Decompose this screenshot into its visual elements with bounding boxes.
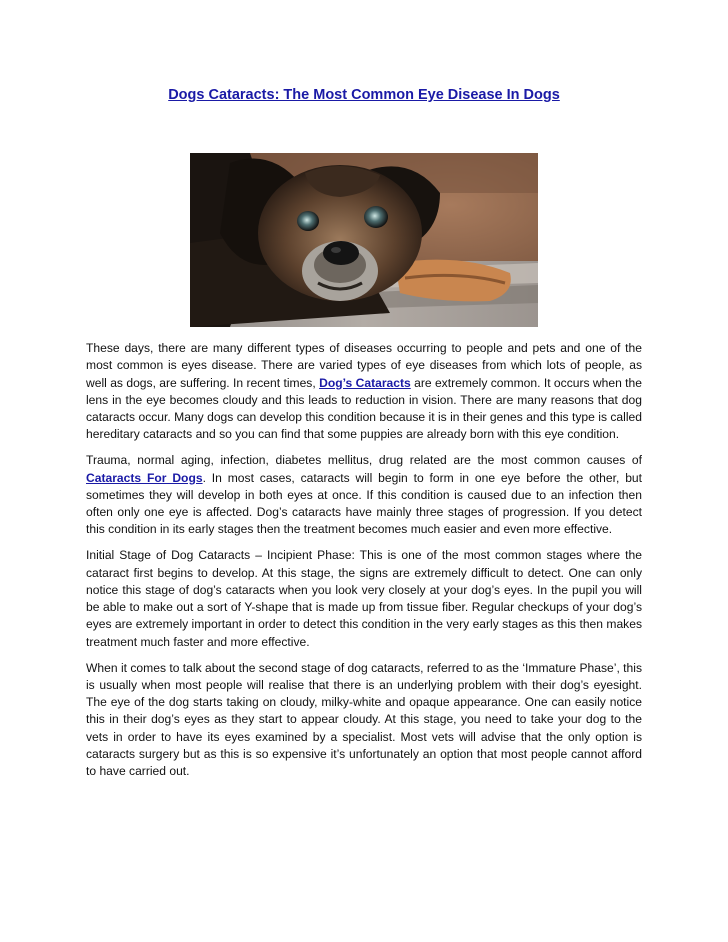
paragraph-1 — [86, 340, 642, 444]
dogs-cataracts-link[interactable]: Dog’s Cataracts — [319, 375, 411, 390]
paragraph-2-text-a: Trauma, normal aging, infection, diabetes mellitus, drug related are the most common causes of — [86, 453, 642, 468]
page-title — [0, 87, 728, 103]
title-link[interactable]: Dogs Cataracts: The Most Common Eye Disease In Dogs — [168, 87, 560, 103]
paragraph-1-text-a: These days, there are many different types of diseases occurring to people and pets and one of the most common is eyes disease. There are varied types of eye diseases from which lots of people, as well as dogs, are suffering. In recent times, — [86, 341, 642, 390]
dog-photo — [190, 153, 538, 327]
dog-photo-icon — [190, 153, 538, 327]
paragraph-4: When it comes to talk about the second stage of dog cataracts, referred to as the ‘Immature Phase’, this is usually when most people will realise that there is an underlying problem with their dog’s eyesight. The eye of the dog starts taking on cloudy, milky-white and opaque appearance. One can easily notice this in their dog’s eyes as they start to appear cloudy. At this stage, you need to take your dog to the vets in order to have its eyes examined by a specialist. Most vets will advise that the only option is cataracts surgery but as this is so expensive it’s unfortunately an option that most people cannot afford to have carried out. — [86, 660, 642, 779]
paragraph-2-text-b: . In most cases, cataracts will begin to form in one eye before the other, but sometimes they will develop in both eyes at once. If this condition is caused due to an infection then often only one eye is affected. Dog’s cataracts have mainly three stages of progression. If you detect this condition in its early stages then the treatment becomes much easier and even more effective. — [86, 470, 643, 537]
paragraph-2 — [86, 452, 642, 538]
cataracts-for-dogs-link[interactable]: Cataracts For Dogs — [86, 470, 203, 485]
paragraph-3: Initial Stage of Dog Cataracts – Incipient Phase: This is one of the most common stages where the cataract first begins to develop. At this stage, the signs are extremely difficult to detect. One can only notice this stage of dog’s cataracts when you look very closely at your dog’s eyes. In the pupil you will be able to make out a sort of Y-shape that is made up from tissue fiber. Regular checkups of your dog’s eyes are extremely important in order to detect this condition in the very early stages as this then makes treatment much faster and more effective. — [86, 548, 642, 649]
article-body — [86, 340, 642, 789]
paragraph-1-text-b: are extremely common. It occurs when the lens in the eye becomes cloudy and this leads to reduction in vision. There are many reasons that dog cataracts occur. Many dogs can develop this condition because it is in their genes and this type is called hereditary cataracts and so you can find that some puppies are already born with this eye condition. — [86, 375, 642, 442]
